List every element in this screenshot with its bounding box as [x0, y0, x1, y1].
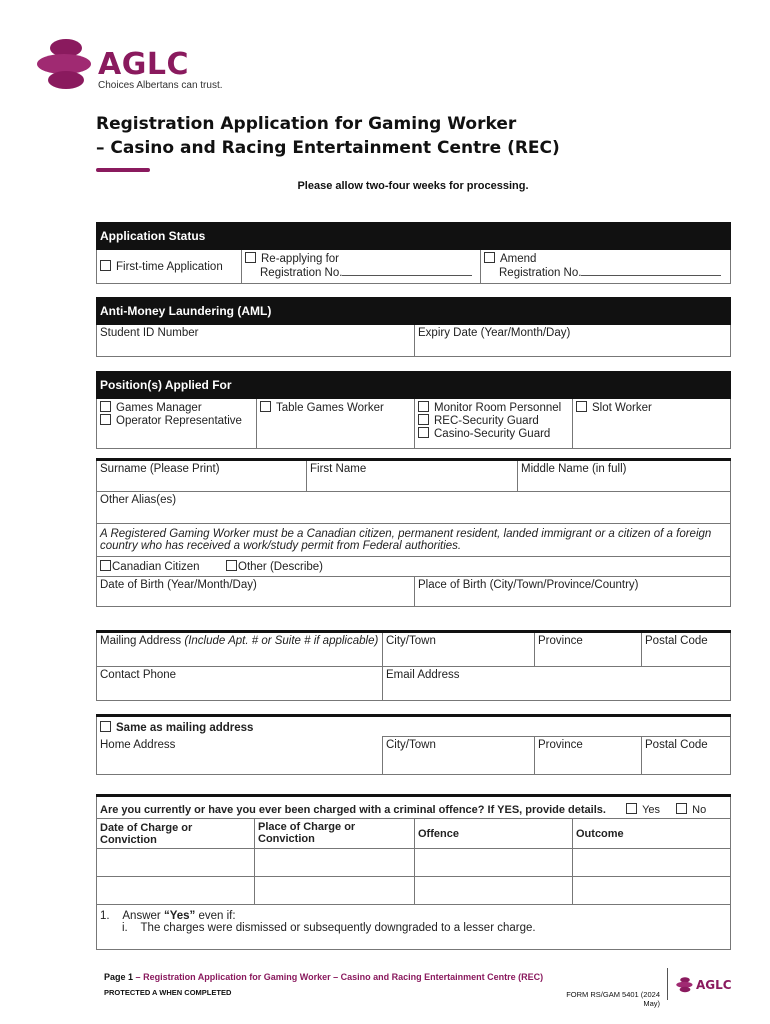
amend-registration-field[interactable]: [581, 265, 721, 276]
reapply-option[interactable]: Re-applying for Registration No.: [242, 250, 481, 284]
checkbox-icon[interactable]: [100, 721, 111, 732]
checkbox-icon[interactable]: [626, 803, 637, 814]
checkbox-icon[interactable]: [576, 401, 587, 412]
checkbox-icon[interactable]: [226, 560, 237, 571]
monitor-room-option[interactable]: Monitor Room Personnel: [418, 401, 569, 414]
col-place-of-charge: Place of Charge or Conviction: [255, 819, 415, 849]
first-name-field[interactable]: First Name: [307, 460, 518, 492]
criminal-question: Are you currently or have you ever been charged with a criminal offence? If YES, provide details.: [100, 804, 606, 816]
checkbox-icon[interactable]: [676, 803, 687, 814]
section-header-aml: Anti-Money Laundering (AML): [97, 298, 731, 325]
table-cell[interactable]: [415, 849, 573, 877]
title-line-1: Registration Application for Gaming Worker: [96, 114, 517, 134]
table-cell[interactable]: [415, 877, 573, 905]
processing-note: Please allow two-four weeks for processing.: [297, 180, 529, 192]
footer-logo-brand: AGLC: [696, 978, 732, 992]
amend-option[interactable]: Amend Registration No.: [481, 250, 731, 284]
slot-worker-option[interactable]: Slot Worker: [576, 401, 727, 414]
home-postal-field[interactable]: Postal Code: [642, 737, 731, 775]
footer-logo-icon: [676, 976, 694, 994]
footer-divider: [667, 968, 668, 1000]
note-1: 1. Answer “Yes” even if:: [100, 910, 236, 922]
checkbox-icon[interactable]: [100, 414, 111, 425]
rec-security-option[interactable]: REC-Security Guard: [418, 414, 569, 427]
email-field[interactable]: Email Address: [383, 667, 731, 701]
expiry-date-field[interactable]: Expiry Date (Year/Month/Day): [415, 325, 731, 357]
contact-phone-field[interactable]: Contact Phone: [97, 667, 383, 701]
table-cell[interactable]: [97, 877, 255, 905]
col-offence: Offence: [415, 819, 573, 849]
mailing-city-field[interactable]: City/Town: [383, 632, 535, 667]
col-date-of-charge: Date of Charge or Conviction: [97, 819, 255, 849]
logo-tagline: Choices Albertans can trust.: [98, 80, 223, 91]
positions-col-2: [257, 399, 415, 449]
checkbox-icon[interactable]: [100, 260, 111, 271]
other-citizenship-option[interactable]: Other (Describe): [226, 561, 323, 573]
home-address-field[interactable]: Home Address: [97, 737, 383, 775]
title-accent-bar: [96, 168, 150, 172]
table-cell[interactable]: [97, 849, 255, 877]
checkbox-icon[interactable]: [100, 560, 111, 571]
citizenship-options: [97, 557, 731, 577]
page-title: [96, 112, 560, 160]
operator-rep-option[interactable]: Operator Representative: [100, 414, 253, 427]
checkbox-icon[interactable]: [484, 252, 495, 263]
home-address-table: [96, 714, 731, 775]
mailing-address-field[interactable]: Mailing Address (Include Apt. # or Suite # if applicable): [97, 632, 383, 667]
footer-title: Page 1 – Registration Application for Gaming Worker – Casino and Racing Entertainment Centre (REC): [104, 972, 544, 982]
table-cell[interactable]: [573, 849, 731, 877]
same-as-mailing-option[interactable]: Same as mailing address: [97, 716, 731, 737]
footer-protected: PROTECTED A WHEN COMPLETED: [104, 988, 232, 997]
checkbox-icon[interactable]: [418, 414, 429, 425]
section-header-positions: Position(s) Applied For: [97, 372, 731, 399]
checkbox-icon[interactable]: [418, 401, 429, 412]
title-line-2: – Casino and Racing Entertainment Centre (REC): [96, 138, 560, 158]
other-alias-field[interactable]: Other Alias(es): [97, 492, 731, 524]
middle-name-field[interactable]: Middle Name (in full): [518, 460, 731, 492]
checkbox-icon[interactable]: [260, 401, 271, 412]
col-outcome: Outcome: [573, 819, 731, 849]
checkbox-icon[interactable]: [418, 427, 429, 438]
section-header-status: Application Status: [97, 223, 731, 250]
positions-table: [96, 371, 731, 449]
reapply-registration-field[interactable]: [342, 265, 472, 276]
table-cell[interactable]: [255, 849, 415, 877]
checkbox-icon[interactable]: [100, 401, 111, 412]
criminal-no-option[interactable]: No: [676, 804, 706, 816]
citizenship-note: A Registered Gaming Worker must be a Canadian citizen, permanent resident, landed immigrant or a citizen of a foreign country who has received a work/study permit from Federal authorities.: [97, 524, 731, 557]
dob-field[interactable]: Date of Birth (Year/Month/Day): [97, 577, 415, 607]
mailing-table: [96, 630, 731, 701]
games-manager-option[interactable]: Games Manager: [100, 401, 253, 414]
logo-brand: AGLC: [98, 47, 189, 82]
application-status-table: [96, 222, 731, 284]
home-province-field[interactable]: Province: [535, 737, 642, 775]
surname-field[interactable]: Surname (Please Print): [97, 460, 307, 492]
criminal-notes: [97, 905, 731, 950]
aglc-logo-icon: [36, 36, 96, 94]
aml-table: [96, 297, 731, 357]
home-city-field[interactable]: City/Town: [383, 737, 535, 775]
mailing-postal-field[interactable]: Postal Code: [642, 632, 731, 667]
criminal-yes-option[interactable]: Yes: [626, 804, 660, 816]
positions-col-1: [97, 399, 257, 449]
table-cell[interactable]: [255, 877, 415, 905]
footer-form-number: FORM RS/GAM 5401 (2024 May): [566, 990, 660, 1008]
table-games-option[interactable]: Table Games Worker: [260, 401, 411, 414]
mailing-province-field[interactable]: Province: [535, 632, 642, 667]
positions-col-3: [415, 399, 573, 449]
criminal-question-row: [97, 796, 731, 819]
checkbox-icon[interactable]: [245, 252, 256, 263]
criminal-table: [96, 794, 731, 950]
personal-info-table: [96, 458, 731, 607]
casino-security-option[interactable]: Casino-Security Guard: [418, 427, 569, 440]
student-id-field[interactable]: Student ID Number: [97, 325, 415, 357]
pob-field[interactable]: Place of Birth (City/Town/Province/Country): [415, 577, 731, 607]
positions-col-4: [573, 399, 731, 449]
table-cell[interactable]: [573, 877, 731, 905]
note-1-i: i. The charges were dismissed or subsequently downgraded to a lesser charge.: [122, 922, 536, 934]
canadian-citizen-option[interactable]: Canadian Citizen: [100, 561, 200, 573]
first-time-option[interactable]: First-time Application: [97, 250, 242, 284]
